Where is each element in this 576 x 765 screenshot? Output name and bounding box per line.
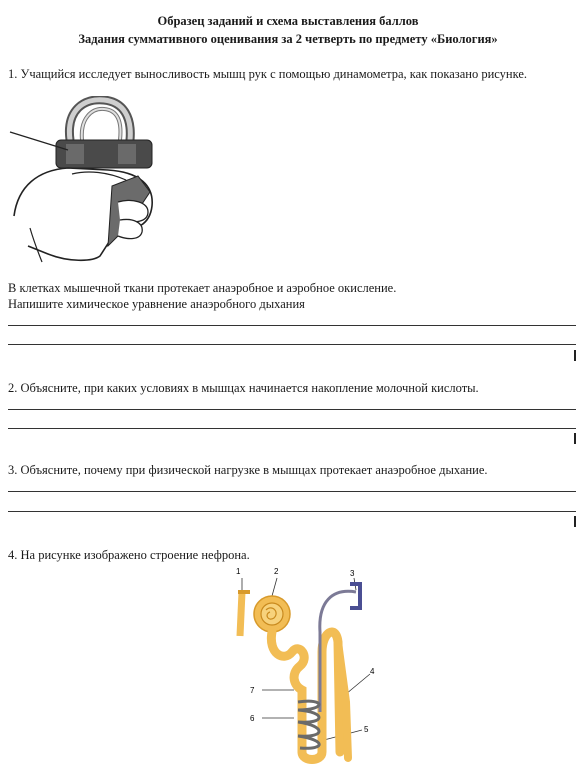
document-subtitle: Задания суммативного оценивания за 2 четверть по предмету «Биология» [78,32,498,46]
task-1-context: В клетках мышечной ткани протекает анаэробное и аэробное окисление. [8,281,397,295]
answer-line [8,344,576,345]
answer-line [8,409,576,410]
label-2: 2 [274,567,279,576]
label-1: 1 [236,567,241,576]
answer-line [8,428,576,429]
answer-line [8,325,576,326]
label-7: 7 [250,686,255,695]
task-3-text: 3. Объясните, почему при физической нагрузке в мышцах протекает анаэробное дыхание. [8,463,488,477]
label-6: 6 [250,714,255,723]
label-4: 4 [370,667,375,676]
answer-line [8,511,576,512]
label-5: 5 [364,725,369,734]
document-title: Образец заданий и схема выставления баллов [157,14,419,28]
label-3: 3 [350,569,355,578]
nephron-diagram [228,562,388,765]
task-4-text: 4. На рисунке изображено строение нефрона. [8,548,250,562]
task-1-text: 1. Учащийся исследует выносливость мышц рук с помощью динамометра, как показано рисунке. [8,67,528,81]
task-1-instruction: Напишите химическое уравнение анаэробного дыхания [8,297,305,311]
task-2-text: 2. Объясните, при каких условиях в мышцах начинается накопление молочной кислоты. [8,381,479,395]
answer-line [8,491,576,492]
dynamometer-hand-image [8,96,168,266]
